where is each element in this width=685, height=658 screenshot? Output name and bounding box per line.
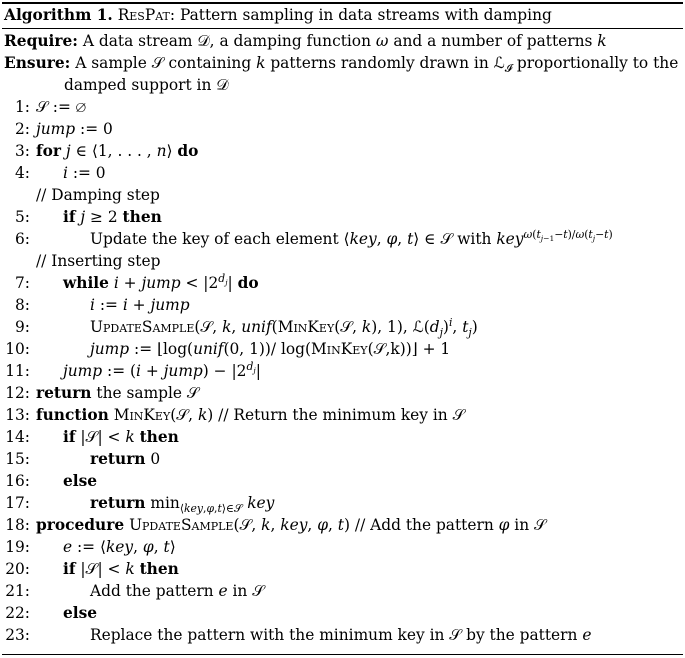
code-line-15: 15: return 0	[5, 450, 161, 468]
code-line-3: 3: for j ∈ ⟨1, . . . , n⟩ do	[4, 140, 682, 162]
line-number: 6:	[15, 230, 30, 248]
line-number: 12:	[5, 384, 30, 402]
header-rule	[2, 28, 683, 29]
code-line-5: 5: if j ≥ 2 then	[4, 206, 682, 228]
line-number: 19:	[5, 538, 30, 556]
bottom-rule	[2, 654, 683, 655]
code-line-18: 18: procedure UpdateSample(𝒮, k, key, φ, t) // Add the pattern φ in 𝒮	[5, 516, 546, 534]
code-line-22: 22: else	[5, 604, 98, 622]
code-line-1: 1: 𝒮 := ∅	[4, 96, 682, 118]
line-number: 11:	[5, 362, 30, 380]
code-line-6: 6: Update the key of each element ⟨key, φ, t⟩ ∈ 𝒮 with key$^{\omega(t_{j-1}-t)/\omega(t_j-t)}$	[4, 228, 682, 250]
require-keyword: Require:	[4, 32, 78, 50]
line-number: 9:	[15, 318, 30, 336]
algorithm-description: : Pattern sampling in data streams with damping	[169, 6, 552, 24]
line-number: 7:	[15, 274, 30, 292]
code-line-11: 11: jump := (i + jump) − $|2^{d_j}|$	[5, 359, 261, 380]
algorithm-label: Algorithm 1.	[4, 6, 113, 24]
line-number: 13:	[5, 406, 30, 424]
line-number: 20:	[5, 560, 30, 578]
code-line-16: 16: else	[5, 472, 98, 490]
code-line-7: 7: while i + jump < $|2^{d_j}|$ do	[4, 272, 682, 294]
line-number: 15:	[5, 450, 30, 468]
line-number: 23:	[5, 626, 30, 644]
ensure-keyword: Ensure:	[4, 54, 71, 72]
line-number: 5:	[15, 208, 30, 226]
line-number: 18:	[5, 516, 30, 534]
algorithm-title	[4, 4, 552, 26]
code-line-9: 9: UpdateSample(𝒮, k, unif(MinKey(𝒮, k), 1), $ℒ(d_j)^i$, $t_j$)	[4, 316, 682, 338]
comment-inserting: // Inserting step	[36, 252, 161, 270]
code-line-8: 8: i := i + jump	[4, 294, 682, 316]
ensure-line: Ensure: A sample 𝒮 containing k patterns randomly drawn in ℒ$_𝓘$ proportionally to the damped support in 𝒟	[4, 54, 679, 94]
code-line-4: 4: i := 0	[4, 162, 682, 184]
code-line-23: 23: Replace the pattern with the minimum key in 𝒮 by the pattern e	[5, 626, 592, 644]
code-line-20: 20: if |𝒮| < k then	[5, 560, 179, 578]
code-line-13: 13: function MinKey(𝒮, k) // Return the minimum key in 𝒮	[5, 406, 465, 424]
line-number: 17:	[5, 494, 30, 512]
code-line-12: 12: return the sample 𝒮	[5, 384, 199, 402]
line-number: 8:	[15, 296, 30, 314]
code-line-19: 19: e := ⟨key, φ, t⟩	[5, 538, 176, 556]
line-number: 10:	[5, 340, 30, 358]
code-line-14: 14: if |𝒮| < k then	[5, 428, 179, 446]
line-number: 16:	[5, 472, 30, 490]
line-number: 22:	[5, 604, 30, 622]
line-number: 4:	[15, 164, 30, 182]
line-number: 1:	[15, 98, 30, 116]
line-number: 21:	[5, 582, 30, 600]
code-line-21: 21: Add the pattern e in 𝒮	[5, 582, 265, 600]
code-line-17: 17: return $\min_{⟨key,\varphi,t⟩\in 𝒮}$ key	[5, 494, 275, 516]
algorithm-name: ResPat	[117, 6, 170, 24]
code-line-10: 10: jump := ⌊log(unif(0, 1))/ log(MinKey(𝒮,k))⌋ + 1	[5, 340, 451, 358]
comment-damping: // Damping step	[36, 186, 160, 204]
code-line-2: 2: jump := 0	[4, 118, 682, 140]
line-number: 14:	[5, 428, 30, 446]
algorithm-body	[4, 30, 682, 646]
line-number: 3:	[15, 142, 30, 160]
line-number: 2:	[15, 120, 30, 138]
require-line: Require: A data stream 𝒟, a damping function ω and a number of patterns k	[4, 32, 607, 50]
